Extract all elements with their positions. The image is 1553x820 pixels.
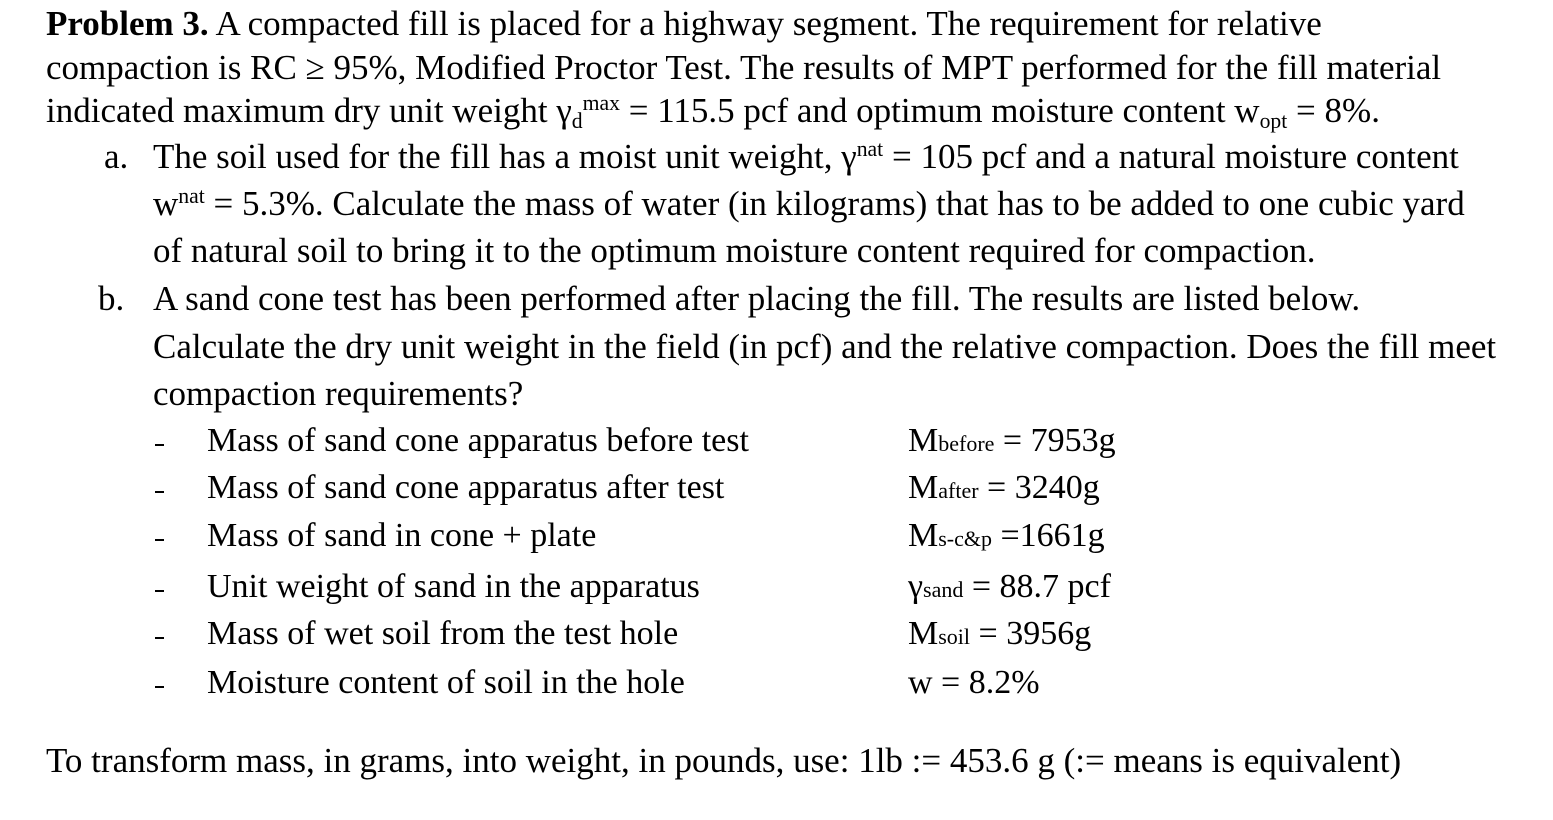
- part-a-line-3: of natural soil to bring it to the optimum moisture content required for compaction.: [153, 231, 1316, 270]
- intro-text-1: A compacted fill is placed for a highway segment. The requirement for relative: [215, 4, 1322, 43]
- result-number-1: = 7953g: [994, 422, 1116, 459]
- problem-intro-line-2: [46, 50, 1441, 85]
- result-subscript-1: before: [938, 431, 995, 456]
- part-b-line-3: compaction requirements?: [153, 374, 524, 413]
- part-b-marker: b.: [98, 279, 125, 318]
- intro-text-2: compaction is RC ≥ 95%, Modified Proctor Test. The results of MPT performed for the fill material: [46, 48, 1442, 87]
- result-subscript-5: soil: [938, 624, 971, 649]
- w-opt-subscript: opt: [1259, 109, 1288, 134]
- intro-text-3a: indicated maximum dry unit weight γ: [46, 91, 572, 130]
- result-label-5: Mass of wet soil from the test hole: [207, 615, 679, 652]
- result-symbol-3: M: [908, 517, 939, 554]
- list-bullet-dash: [155, 686, 164, 688]
- unit-conversion-note: To transform mass, in grams, into weight, in pounds, use: 1lb := 453.6 g (:= means is equivalent): [46, 741, 1402, 780]
- part-a-marker: a.: [104, 137, 129, 176]
- w-nat-superscript: nat: [178, 184, 205, 209]
- problem-heading: Problem 3.: [46, 4, 209, 43]
- result-label-6: Moisture content of soil in the hole: [207, 664, 685, 701]
- part-a-line-2: [153, 186, 1465, 221]
- gamma-d-subscript: d: [571, 109, 583, 134]
- problem-intro-line-3: [46, 91, 1380, 134]
- result-number-5: = 3956g: [970, 615, 1092, 652]
- result-value-1: [908, 424, 1116, 458]
- result-value-6: [908, 666, 1040, 700]
- result-label-3: Mass of sand in cone + plate: [207, 517, 597, 554]
- result-symbol-4: γ: [908, 568, 924, 605]
- result-value-3: [908, 519, 1105, 553]
- result-value-4: [908, 570, 1111, 604]
- result-symbol-2: M: [908, 469, 939, 506]
- result-symbol-6: w = 8.2%: [908, 664, 1040, 701]
- part-a-text-1a: The soil used for the fill has a moist unit weight, γ: [153, 137, 857, 176]
- list-bullet-dash: [155, 637, 164, 639]
- part-a-text-2b: = 5.3%. Calculate the mass of water (in kilograms) that has to be added to one cubic yard: [204, 184, 1465, 223]
- part-a-text-2a: w: [153, 184, 179, 223]
- result-number-3: =1661g: [992, 517, 1105, 554]
- result-subscript-3: s-c&p: [938, 526, 992, 551]
- result-label-2: Mass of sand cone apparatus after test: [207, 469, 725, 506]
- result-label-4: Unit weight of sand in the apparatus: [207, 568, 700, 605]
- gamma-max-superscript: max: [582, 91, 620, 116]
- list-bullet-dash: [155, 590, 164, 592]
- result-subscript-2: after: [938, 478, 979, 503]
- gamma-nat-superscript: nat: [856, 137, 884, 162]
- result-label-1: Mass of sand cone apparatus before test: [207, 422, 749, 459]
- result-number-2: = 3240g: [978, 469, 1100, 506]
- result-symbol-1: M: [908, 422, 939, 459]
- result-number-4: = 88.7 pcf: [963, 568, 1111, 605]
- part-a-text-1b: = 105 pcf and a natural moisture content: [883, 137, 1459, 176]
- list-bullet-dash: [155, 444, 164, 446]
- problem-intro-line-1: [46, 6, 1322, 41]
- list-bullet-dash: [155, 539, 164, 541]
- part-b-line-2: Calculate the dry unit weight in the field (in pcf) and the relative compaction. Does the fill meet: [153, 327, 1497, 366]
- result-subscript-4: sand: [923, 577, 964, 602]
- intro-text-3b: = 115.5 pcf and optimum moisture content w: [619, 91, 1260, 130]
- result-value-5: [908, 617, 1091, 651]
- result-symbol-5: M: [908, 615, 939, 652]
- part-a-line-1: [153, 139, 1459, 174]
- list-bullet-dash: [155, 491, 164, 493]
- part-b-line-1: A sand cone test has been performed after placing the fill. The results are listed below.: [153, 279, 1361, 318]
- intro-text-3c: = 8%.: [1287, 91, 1380, 130]
- result-value-2: [908, 471, 1100, 505]
